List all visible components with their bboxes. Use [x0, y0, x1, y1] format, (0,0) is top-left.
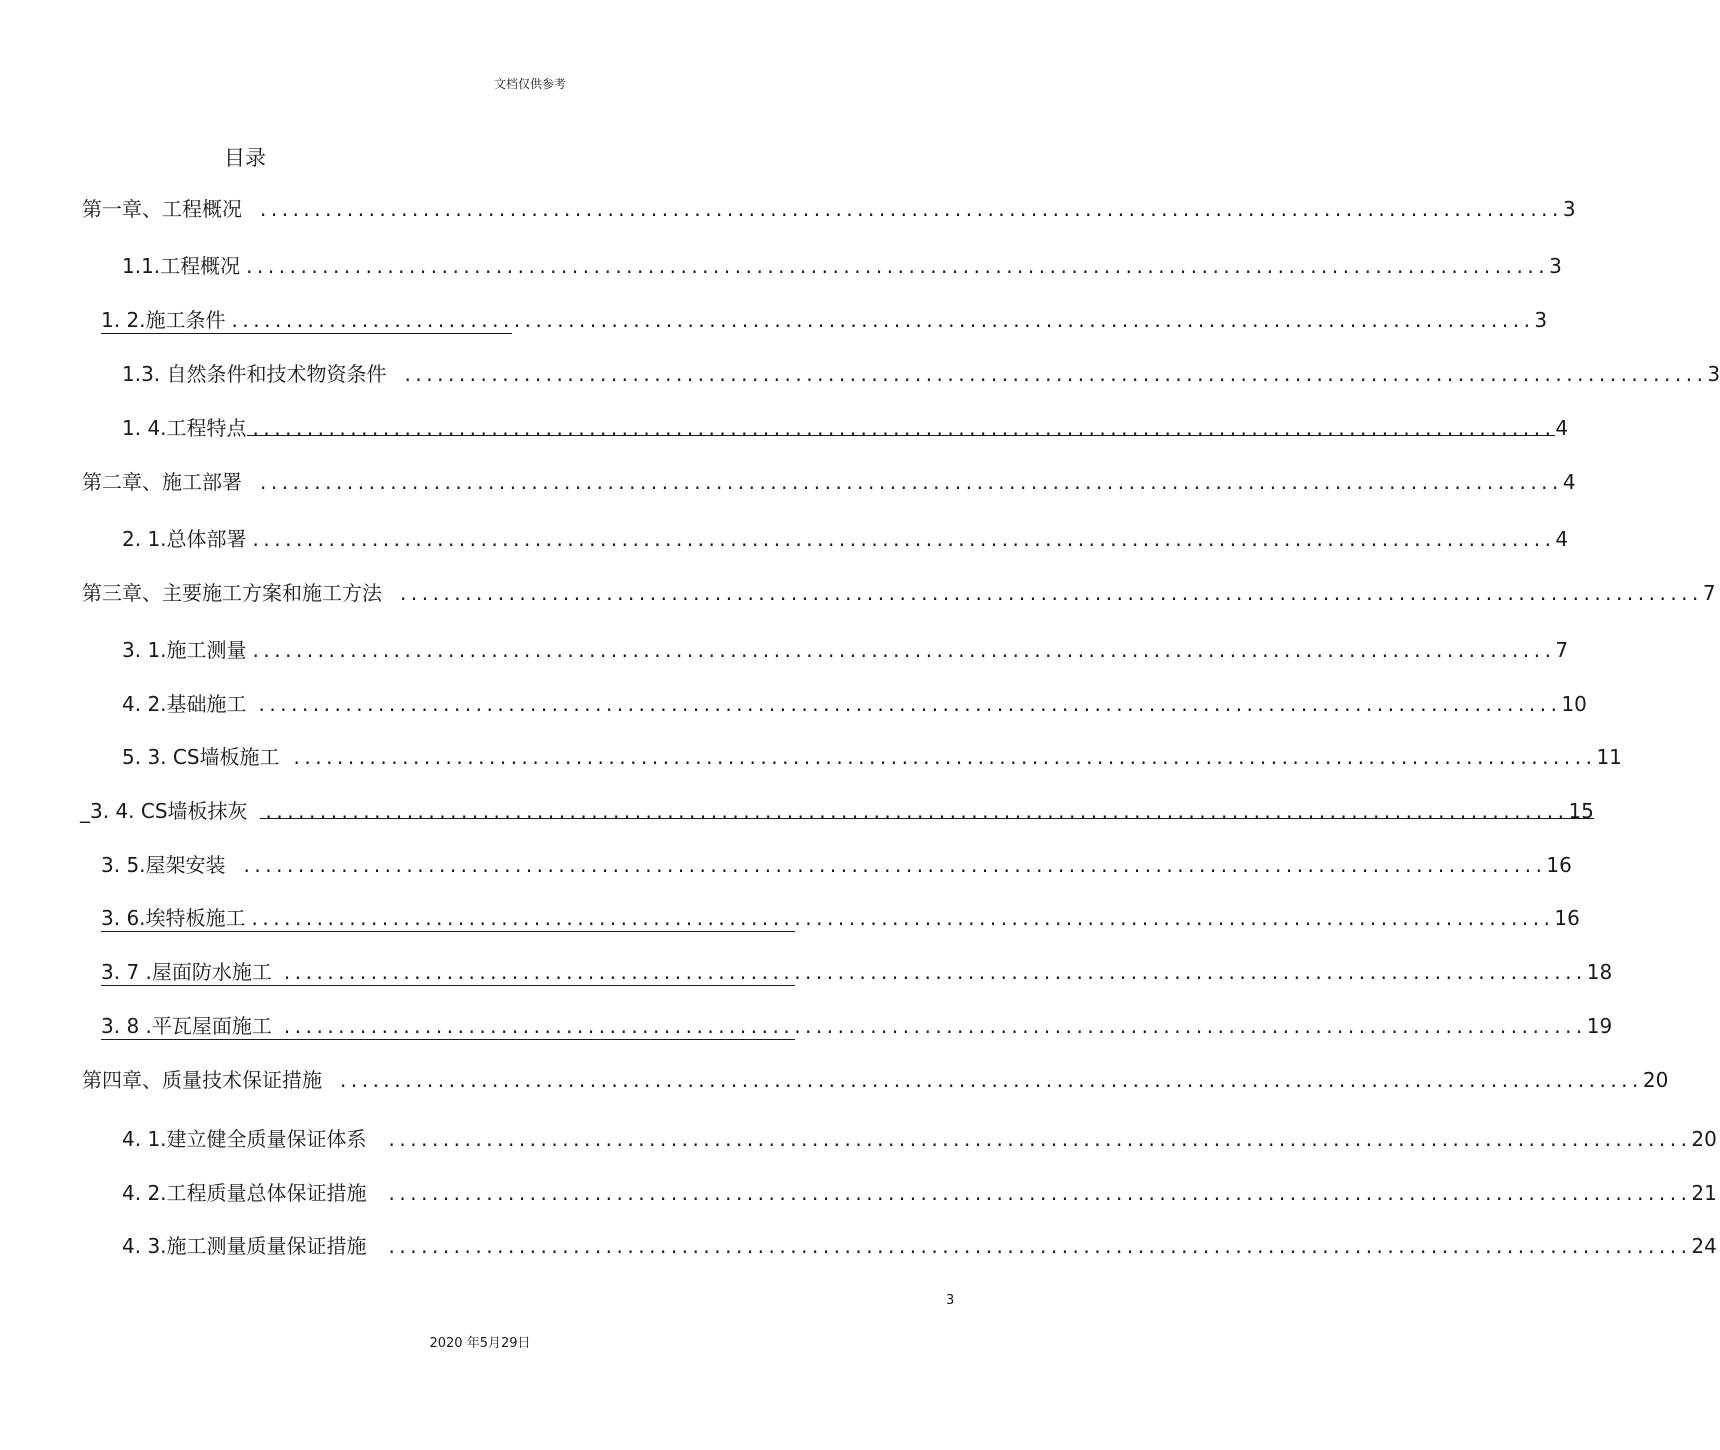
toc-entry[interactable] — [122, 1178, 1717, 1208]
toc-entry[interactable] — [82, 578, 1716, 608]
dot-leader: ........................................................................................................................ — [283, 1014, 1587, 1038]
dot-leader: ........................................................................................................................ — [404, 362, 1708, 386]
dot-leader: ........................................................................................................................ — [231, 308, 1535, 332]
toc-entry-page: 20 — [1691, 1127, 1717, 1151]
toc-entry[interactable] — [101, 305, 1548, 334]
toc-entry-page: 3 — [1707, 362, 1720, 386]
toc-entry-label: 3. 1.施工测量 — [122, 638, 247, 662]
dot-leader: ........................................................................................................................ — [260, 796, 1569, 819]
toc-entry[interactable] — [101, 903, 1580, 932]
toc-entry[interactable] — [82, 467, 1576, 497]
dot-leader: ........................................................................................................................ — [243, 853, 1547, 877]
toc-entry-page: 15 — [1568, 796, 1593, 819]
dot-leader: ........................................................................................................................ — [340, 1068, 1643, 1092]
dot-leader: ........................................................................................................................ — [293, 745, 1597, 769]
toc-entry[interactable] — [82, 194, 1576, 224]
toc-entry[interactable] — [122, 1231, 1717, 1261]
toc-entry-page: 3 — [1562, 197, 1576, 221]
toc-entry-label: 第四章、质量技术保证措施 — [82, 1068, 322, 1092]
toc-entry-label: 3. 8 .平瓦屋面施工 — [101, 1014, 272, 1038]
toc-entry-page: 24 — [1691, 1234, 1717, 1258]
toc-entry-label: 1.1.工程概况 — [122, 254, 241, 278]
dot-leader: ........................................................................................................................ — [246, 254, 1550, 278]
toc-entry[interactable] — [122, 689, 1587, 719]
toc-entry-page: 11 — [1596, 745, 1622, 769]
dot-leader: ........................................................................................................................ — [260, 470, 1563, 494]
dot-leader: ........................................................................................................................ — [252, 527, 1556, 551]
dot-leader: ........................................................................................................................ — [400, 581, 1703, 605]
toc-entry[interactable] — [82, 1065, 1669, 1095]
toc-entry-page: 16 — [1546, 853, 1572, 877]
dot-leader: ........................................................................................................................ — [260, 197, 1563, 221]
toc-entry-page: 21 — [1691, 1181, 1717, 1205]
toc-entry-label: 第一章、工程概况 — [82, 197, 242, 221]
toc-entry[interactable] — [122, 742, 1622, 772]
toc-entry-page: 4 — [1555, 527, 1569, 551]
toc-entry[interactable] — [101, 850, 1572, 880]
dot-leader: ........................................................................................................................ — [251, 906, 1555, 930]
dot-leader: ........................................................................................................................ — [283, 960, 1587, 984]
toc-entry-label: 3. 6.埃特板施工 — [101, 906, 246, 930]
toc-entry-page: 4 — [1555, 416, 1569, 440]
toc-entry-page: 3 — [1534, 308, 1548, 332]
toc-entry-label: 4. 2.基础施工 — [122, 692, 247, 716]
toc-entry-label: 1.3. 自然条件和技术物资条件 — [122, 362, 387, 386]
toc-entry-page: 16 — [1554, 906, 1580, 930]
toc-entry-label: 第三章、主要施工方案和施工方法 — [82, 581, 382, 605]
toc-entry[interactable] — [122, 251, 1562, 281]
toc-entry-page: 7 — [1702, 581, 1716, 605]
toc-title: 目录 — [224, 146, 266, 170]
toc-entry[interactable] — [122, 1124, 1717, 1154]
toc-entry-label: 3. 5.屋架安装 — [101, 853, 226, 877]
toc-entry[interactable] — [80, 796, 1594, 826]
toc-entry-label: 3. 7 .屋面防水施工 — [101, 960, 272, 984]
toc-entry-page: 7 — [1555, 638, 1569, 662]
dot-leader: ........................................................................................................................ — [388, 1181, 1692, 1205]
dot-leader: ........................................................................................................................ — [247, 413, 1556, 436]
dot-leader: ........................................................................................................................ — [258, 692, 1562, 716]
toc-entry[interactable] — [101, 957, 1613, 986]
toc-entry-page: 3 — [1549, 254, 1562, 278]
page-number: 3 — [946, 1293, 955, 1308]
dot-leader: ........................................................................................................................ — [388, 1127, 1692, 1151]
toc-entry-label: 5. 3. CS墙板施工 — [122, 745, 280, 769]
toc-entry-page: 10 — [1561, 692, 1587, 716]
toc-entry-label: 4. 2.工程质量总体保证措施 — [122, 1181, 367, 1205]
toc-entry-page: 4 — [1562, 470, 1576, 494]
toc-entry-label: 4. 3.施工测量质量保证措施 — [122, 1234, 367, 1258]
toc-entry-page: 18 — [1586, 960, 1613, 984]
toc-entry-label: 2. 1.总体部署 — [122, 527, 247, 551]
toc-entry[interactable] — [122, 359, 1720, 389]
footer-date: 2020 年5月29日 — [429, 1336, 531, 1351]
toc-entry[interactable] — [122, 635, 1569, 665]
toc-entry-label: _3. 4. CS墙板抹灰 — [80, 799, 248, 823]
toc-entry-label: 1. 4.工程特点 — [122, 416, 247, 440]
dot-leader: ........................................................................................................................ — [388, 1234, 1692, 1258]
dot-leader: ........................................................................................................................ — [252, 638, 1556, 662]
toc-entry[interactable] — [122, 413, 1569, 443]
toc-entry-label: 1. 2.施工条件 — [101, 308, 226, 332]
toc-entry-page: 19 — [1586, 1014, 1613, 1038]
toc-entry-page: 20 — [1642, 1068, 1669, 1092]
toc-entry-label: 第二章、施工部署 — [82, 470, 242, 494]
toc-entry[interactable] — [122, 524, 1569, 554]
header-note: 文档仅供参考 — [493, 77, 566, 91]
toc-entry[interactable] — [101, 1011, 1613, 1040]
toc-entry-label: 4. 1.建立健全质量保证体系 — [122, 1127, 367, 1151]
